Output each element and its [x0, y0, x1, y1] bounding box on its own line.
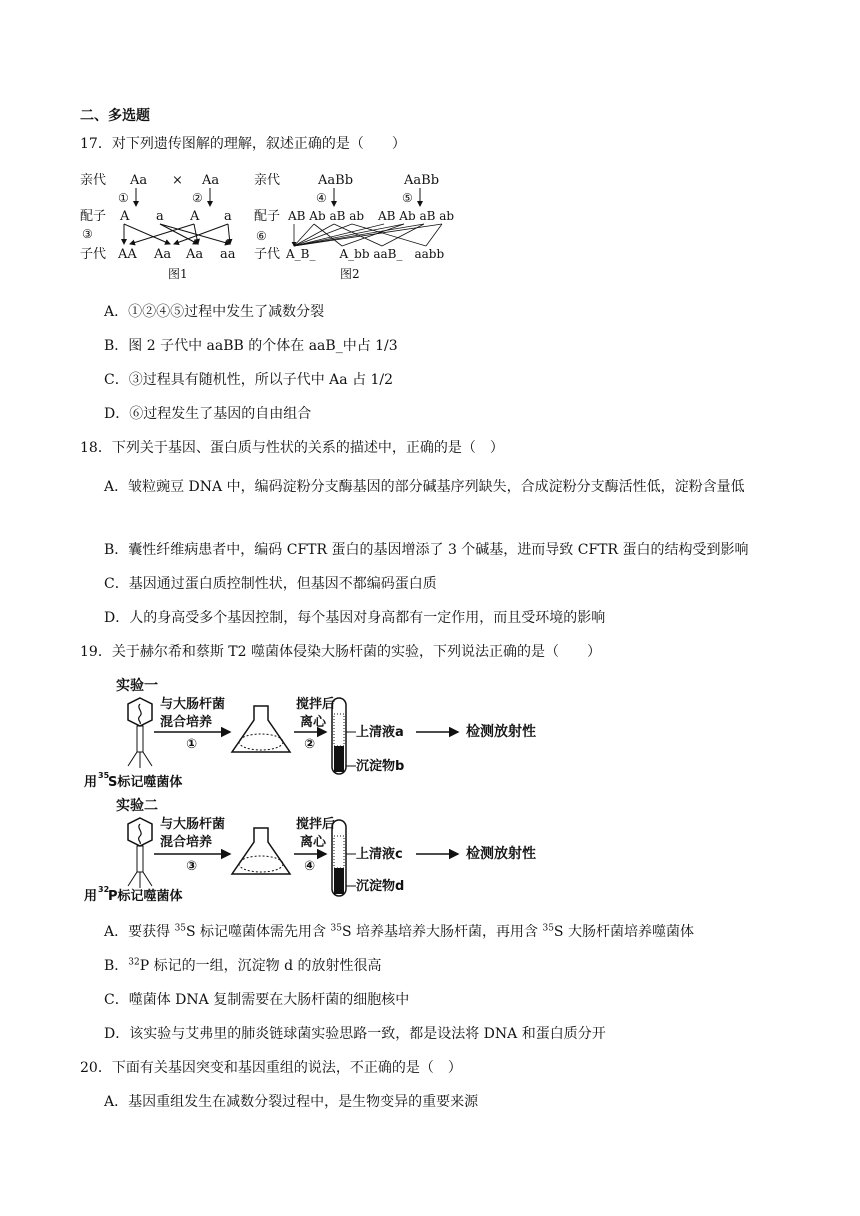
phage-icon-2: [128, 818, 152, 888]
step-1: ①: [118, 191, 129, 205]
exp1-label-prefix: 用: [84, 775, 98, 790]
label-gamete: 配子: [80, 209, 107, 224]
gamete1-A: A: [120, 209, 130, 224]
parent4: AaBb: [404, 173, 440, 188]
child-AA: AA: [118, 247, 137, 262]
child-Aa-2: Aa: [186, 247, 204, 262]
q18-option-d: D．人的身高受多个基因控制，每个基因对身高都有一定作用，而且受环境的影响: [104, 610, 606, 626]
section-title: 二、多选题: [80, 108, 150, 124]
step-5: ⑤: [402, 191, 413, 205]
q18-option-a: A．皱粒豌豆 DNA 中，编码淀粉分支酶基因的部分碱基序列缺失，合成淀粉分支酶活性低，淀粉含量低: [104, 479, 745, 495]
exp2-stir-line1: 搅拌后: [296, 817, 336, 832]
q17-option-a: A．①②④⑤过程中发生了减数分裂: [104, 304, 325, 320]
exp2-mix-line1: 与大肠杆菌: [160, 817, 226, 832]
exp1-stir-line2: 离心: [300, 715, 327, 730]
label-child-2: 子代: [254, 247, 281, 262]
parent1: Aa: [130, 173, 148, 188]
q18-option-b: B．囊性纤维病患者中，编码 CFTR 蛋白的基因增添了 3 个碱基，进而导致 CFTR 蛋白的结构受到影响: [104, 542, 749, 558]
step-3: ③: [82, 227, 93, 241]
q19-option-c: C．噬菌体 DNA 复制需要在大肠杆菌的细胞核中: [104, 992, 410, 1008]
parent3: AaBb: [318, 173, 354, 188]
child-Aa-1: Aa: [154, 247, 172, 262]
exp1-detect: 检测放射性: [466, 724, 536, 740]
q17-option-d: D．⑥过程发生了基因的自由组合: [104, 406, 312, 422]
q18-option-c: C．基因通过蛋白质控制性状，但基因不都编码蛋白质: [104, 576, 437, 592]
gamete1-a: a: [156, 209, 164, 224]
exp2-sediment: 沉淀物d: [356, 879, 405, 894]
exp2-supernatant: 上清液c: [356, 847, 403, 862]
child-aa: aa: [220, 247, 236, 262]
exp1-step-2: ②: [304, 737, 316, 752]
exp2-step-3: ③: [186, 859, 198, 874]
q19-option-d: D．该实验与艾弗里的肺炎链球菌实验思路一致，都是设法将 DNA 和蛋白质分开: [104, 1026, 606, 1042]
flask-icon-1: [232, 706, 290, 752]
step-2: ②: [192, 191, 203, 205]
gametes-parent3: AB Ab aB ab: [288, 209, 365, 223]
q20-option-a: A．基因重组发生在减数分裂过程中，是生物变异的重要来源: [104, 1094, 479, 1110]
label-parent-2: 亲代: [254, 173, 281, 188]
exp2-stir-line2: 离心: [300, 835, 327, 850]
q17-option-b: B．图 2 子代中 aaBB 的个体在 aaB_中占 1/3: [104, 338, 398, 354]
exp1-mix-line2: 混合培养: [160, 715, 213, 730]
label-child: 子代: [80, 247, 107, 262]
exp2-mix-line2: 混合培养: [160, 835, 213, 850]
gametes-parent4: AB Ab aB ab: [378, 209, 455, 223]
experiment-1-title: 实验一: [116, 678, 158, 694]
cross-sign: ×: [172, 173, 183, 188]
question-19-stem: 19．关于赫尔希和蔡斯 T2 噬菌体侵染大肠杆菌的实验，下列说法正确的是（ ）: [80, 644, 601, 660]
question-20-stem: 20．下面有关基因突变和基因重组的说法，不正确的是（ ）: [80, 1060, 462, 1076]
question-17-stem: 17．对下列遗传图解的理解，叙述正确的是（ ）: [80, 136, 406, 152]
exp1-stir-line1: 搅拌后: [296, 697, 336, 712]
q17-option-c: C．③过程具有随机性，所以子代中 Aa 占 1/2: [104, 372, 394, 388]
question-18-stem: 18．下列关于基因、蛋白质与性状的关系的描述中，正确的是（ ）: [80, 440, 504, 456]
experiment-2-title: 实验二: [116, 798, 158, 814]
exp2-label-rest: P标记噬菌体: [108, 889, 183, 904]
figure-2-caption: 图2: [340, 267, 360, 281]
figure-1-caption: 图1: [168, 267, 188, 281]
phage-icon-1: [128, 698, 152, 768]
exp1-supernatant: 上清液a: [356, 725, 404, 740]
exp1-sediment: 沉淀物b: [356, 759, 405, 774]
exp2-label-prefix: 用: [84, 889, 98, 904]
flask-icon-2: [232, 828, 290, 874]
phage-experiment-diagram: [80, 674, 560, 904]
label-parent: 亲代: [80, 173, 107, 188]
label-gamete-2: 配子: [254, 209, 281, 224]
exp2-detect: 检测放射性: [466, 846, 536, 862]
parent2: Aa: [202, 173, 220, 188]
step-6: ⑥: [256, 229, 267, 243]
q19-option-a: A．要获得 $^{35}$S 标记噬菌体需先用含 $^{35}$S 培养基培养大肠杆菌，再用含 $^{35}$S 大肠杆菌培养噬菌体: [104, 923, 694, 940]
genetics-diagram: [80, 168, 470, 288]
exp1-mix-line1: 与大肠杆菌: [160, 697, 226, 712]
gamete2-A: A: [190, 209, 200, 224]
q19-option-b: B．$^{32}$P 标记的一组，沉淀物 d 的放射性很高: [104, 957, 382, 974]
exp2-label-isotope: 32: [98, 885, 110, 894]
exp1-label-rest: S标记噬菌体: [108, 775, 183, 790]
exp1-step-1: ①: [186, 737, 198, 752]
gamete2-a: a: [224, 209, 232, 224]
step-4: ④: [316, 191, 327, 205]
exp1-label-isotope: 35: [98, 771, 110, 780]
exp2-step-4: ④: [304, 859, 316, 874]
children-fig2: A_B_ A_bb aaB_ aabb: [286, 247, 445, 261]
